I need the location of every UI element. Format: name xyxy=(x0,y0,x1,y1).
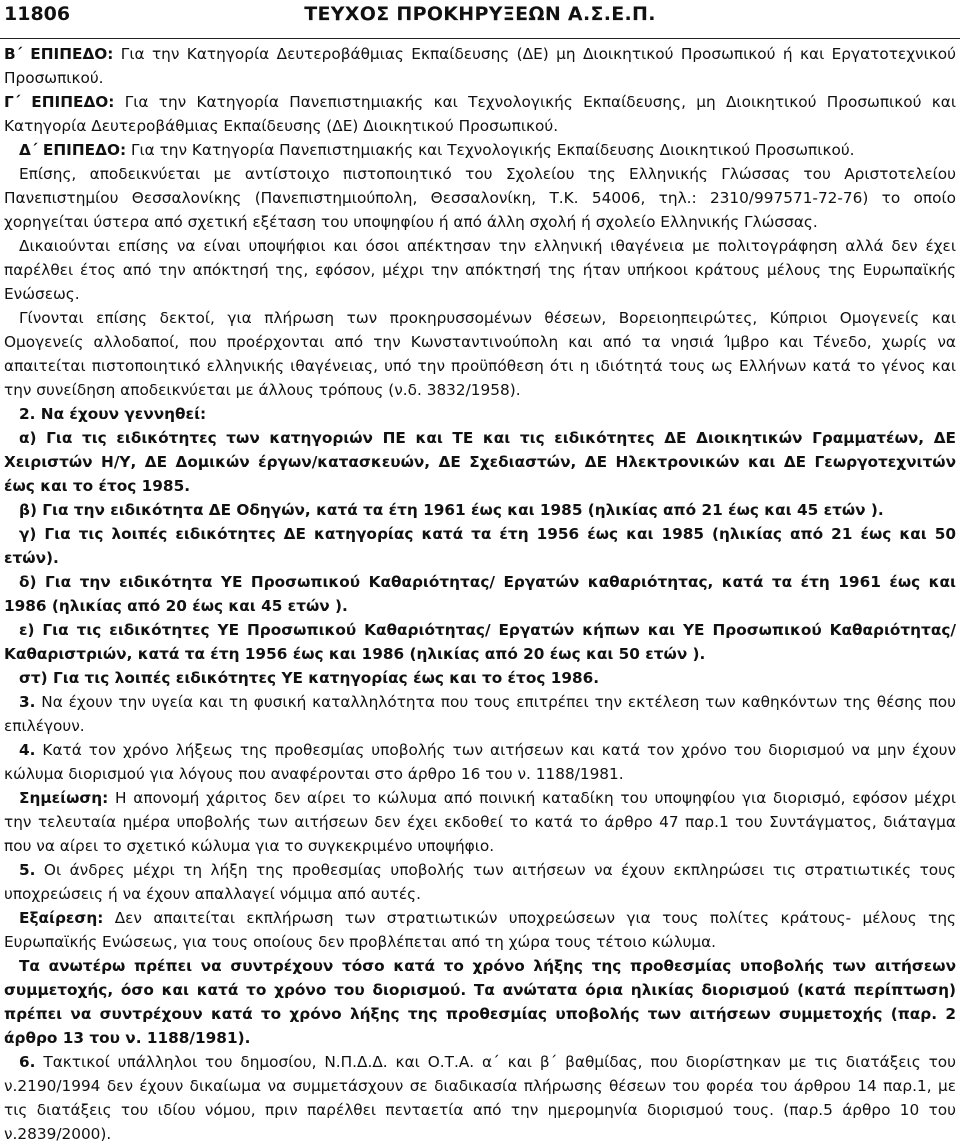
paragraph-level-d xyxy=(4,138,956,162)
paragraph-certificate xyxy=(4,162,956,234)
paragraph-note xyxy=(4,786,956,858)
requirement-2c xyxy=(4,522,956,570)
requirement-4 xyxy=(4,738,956,786)
paragraph-lead: 4. xyxy=(19,741,36,759)
paragraph-text: Η απονομή χάριτος δεν αίρει το κώλυμα από ποινική καταδίκη του υποψηφίου για διορισμό, εφόσον μέχρι την τελευταία ημέρα υποβολής των αιτήσεων δεν έχει εκδοθεί το κατά το άρθρο 47 παρ.1 του Συντάγματος, διάταγμα που να αίρει το σχετικό κώλυμα για το συγκεκριμένο υποψήφιο. xyxy=(4,789,956,855)
requirement-5 xyxy=(4,858,956,906)
paragraph-text: Δεν απαιτείται εκπλήρωση των στρατιωτικών υποχρεώσεων για τους πολίτες κράτους- μέλους της Ευρωπαϊκής Ενώσεως, για τους οποίους δεν προβλέπεται από τη χώρα τους τέτοιο κώλυμα. xyxy=(4,909,956,951)
requirement-2e xyxy=(4,618,956,666)
requirement-2b xyxy=(4,498,956,522)
paragraph-text: Γίνονται επίσης δεκτοί, για πλήρωση των προκηρυσσομένων θέσεων, Βορειοηπειρώτες, Κύπριοι Ομογενείς και Ομογενείς αλλοδαποί, που προέρχονται από την Κωνσταντινούπολη και από τα νησιά Ίμβρο και Τένεδο, χωρίς να απαιτείται πιστοποιητικό ελληνικής ιθαγένειας, υπό την προϋπόθεση ότι η ιδιότητά τους ως Ελλήνων κατά το γένος και την συνείδηση αποδεικνύεται με άλλους τρόπους (ν.δ. 3832/1958). xyxy=(4,309,956,399)
journal-title: ΤΕΥΧΟΣ ΠΡΟΚΗΡΥΞΕΩΝ Α.Σ.Ε.Π. xyxy=(304,3,656,25)
paragraph-age-limits xyxy=(4,954,956,1050)
paragraph-expatriates xyxy=(4,306,956,402)
paragraph-text: Για την Κατηγορία Δευτεροβάθμιας Εκπαίδευσης (ΔΕ) μη Διοικητικού Προσωπικού ή και Εργατοτεχνικού Προσωπικού. xyxy=(4,45,956,87)
requirement-2d xyxy=(4,570,956,618)
paragraph-text: Δικαιούνται επίσης να είναι υποψήφιοι και όσοι απέκτησαν την ελληνική ιθαγένεια με πολιτογράφηση αλλά δεν έχει παρέλθει έτος από την απόκτησή της, εφόσον, μέχρι την απόκτησή της ήταν υπήκοοι κράτους μέλους της Ευρωπαϊκής Ενώσεως. xyxy=(4,237,956,303)
paragraph-text: Επίσης, αποδεικνύεται με αντίστοιχο πιστοποιητικό του Σχολείου της Ελληνικής Γλώσσας του Αριστοτελείου Πανεπιστημίου Θεσσαλονίκης (Πανεπιστημιούπολη, Θεσσαλονίκη, Τ.Κ. 54006, τηλ.: 2310/997571-72-76) το οποίο χορηγείται ύστερα από σχετική εξέταση του υποψηφίου ή από άλλη σχολή ή σχολείο Ελληνικής Γλώσσας. xyxy=(4,165,956,231)
paragraph-lead: Εξαίρεση: xyxy=(19,909,104,927)
requirement-6 xyxy=(4,1050,956,1146)
paragraph-text: Να έχουν την υγεία και τη φυσική καταλληλότητα που τους επιτρέπει την εκτέλεση των καθηκόντων της θέσης που επιλέγουν. xyxy=(4,693,956,735)
requirement-2st xyxy=(4,666,956,690)
paragraph-level-b xyxy=(4,42,956,90)
requirement-2-heading xyxy=(4,402,956,426)
paragraph-text: Για την Κατηγορία Πανεπιστημιακής και Τεχνολογικής Εκπαίδευσης, μη Διοικητικού Προσωπικού και Κατηγορία Δευτεροβάθμιας Εκπαίδευσης (ΔΕ) Διοικητικού Προσωπικού. xyxy=(4,93,957,135)
paragraph-lead: 3. xyxy=(19,693,36,711)
paragraph-text: Τακτικοί υπάλληλοι του δημοσίου, Ν.Π.Δ.Δ. και Ο.Τ.Α. α΄ και β΄ βαθμίδας, που διορίστηκαν με τις διατάξεις του ν.2190/1994 δεν έχουν δικαίωμα να συμμετάσχουν σε διαδικασία πλήρωσης θέσεων του φορέα του άρθρου 14 παρ.1, με τις διατάξεις του ιδίου νόμου, πριν παρέλθει πενταετία από την ημερομηνία διορισμού τους. (παρ.5 άρθρο 10 του ν.2839/2000). xyxy=(4,1053,956,1143)
paragraph-lead: β) Για την ειδικότητα ΔΕ Οδηγών, κατά τα έτη 1961 έως και 1985 (ηλικίας από 21 έως και 45 ετών ). xyxy=(19,501,884,519)
requirement-3 xyxy=(4,690,956,738)
paragraph-text: Οι άνδρες μέχρι τη λήξη της προθεσμίας υποβολής των αιτήσεων να έχουν εκπληρώσει τις στρατιωτικές τους υποχρεώσεις ή να έχουν απαλλαγεί νόμιμα από αυτές. xyxy=(4,861,956,903)
paragraph-lead: 5. xyxy=(19,861,36,879)
paragraph-lead: α) Για τις ειδικότητες των κατηγοριών ΠΕ και ΤΕ και τις ειδικότητες ΔΕ Διοικητικών Γραμματέων, ΔΕ Χειριστών Η/Υ, ΔΕ Δομικών έργων/κατασκευών, ΔΕ Σχεδιαστών, ΔΕ Ηλεκτρονικών και ΔΕ Γεωργοτεχνιτών έως και το έτος 1985. xyxy=(4,429,956,495)
paragraph-lead: ε) Για τις ειδικότητες ΥΕ Προσωπικού Καθαριότητας/ Εργατών κήπων και ΥΕ Προσωπικού Καθαριότητας/ Καθαριστριών, κατά τα έτη 1956 έως και 1986 (ηλικίας από 20 έως και 50 ετών ). xyxy=(4,621,956,663)
paragraph-lead: γ) Για τις λοιπές ειδικότητες ΔΕ κατηγορίας κατά τα έτη 1956 έως και 1985 (ηλικίας από 21 έως και 50 ετών). xyxy=(4,525,956,567)
page-header xyxy=(0,0,960,39)
paragraph-lead: Τα ανωτέρω πρέπει να συντρέχουν τόσο κατά το χρόνο λήξης της προθεσμίας υποβολής των αιτήσεων συμμετοχής, όσο και κατά το χρόνο του διορισμού. Τα ανώτατα όρια ηλικίας διορισμού (κατά περίπτωση) πρέπει να συντρέχουν κατά το χρόνο λήξης της προθεσμίας υποβολής των αιτήσεων συμμετοχής (παρ. 2 άρθρο 13 του ν. 1188/1981). xyxy=(4,957,956,1047)
paragraph-lead: Γ΄ ΕΠΙΠΕΔΟ: xyxy=(4,93,115,111)
requirement-2a xyxy=(4,426,956,498)
paragraph-text: Κατά τον χρόνο λήξεως της προθεσμίας υποβολής των αιτήσεων και κατά τον χρόνο του διορισμού να μην έχουν κώλυμα διορισμού για λόγους που αναφέρονται στο άρθρο 16 του ν. 1188/1981. xyxy=(4,741,956,783)
paragraph-lead: Σημείωση: xyxy=(19,789,109,807)
paragraph-level-c xyxy=(4,90,956,138)
document-body xyxy=(4,42,956,1146)
paragraph-text: Για την Κατηγορία Πανεπιστημιακής και Τεχνολογικής Εκπαίδευσης Διοικητικού Προσωπικού. xyxy=(126,141,855,159)
paragraph-lead: Β΄ ΕΠΙΠΕΔΟ: xyxy=(4,45,114,63)
paragraph-lead: Δ΄ ΕΠΙΠΕΔΟ: xyxy=(19,141,127,159)
paragraph-lead: 2. Να έχουν γεννηθεί: xyxy=(19,405,207,423)
paragraph-lead: δ) Για την ειδικότητα ΥΕ Προσωπικού Καθαριότητας/ Εργατών καθαριότητας, κατά τα έτη 1961 έως και 1986 (ηλικίας από 20 έως και 45 ετών ). xyxy=(4,573,956,615)
paragraph-lead: στ) Για τις λοιπές ειδικότητες ΥΕ κατηγορίας έως και το έτος 1986. xyxy=(19,669,600,687)
paragraph-greek-citizenship xyxy=(4,234,956,306)
paragraph-exception xyxy=(4,906,956,954)
page-number: 11806 xyxy=(4,3,71,25)
paragraph-lead: 6. xyxy=(19,1053,36,1071)
